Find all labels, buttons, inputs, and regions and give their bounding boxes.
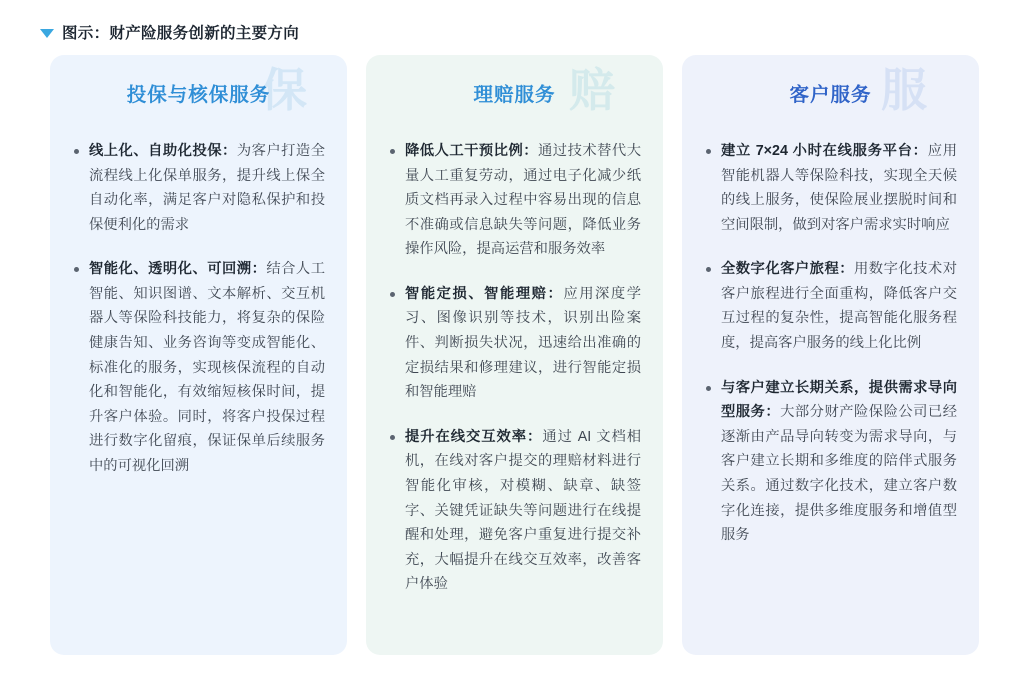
list-item (72, 257, 325, 478)
point-text: 用数字化技术对客户旅程进行全面重构，降低客户交互过程的复杂性，提高智能化服务程度，提高客户服务的线上化比例 (721, 261, 958, 352)
list-item (388, 139, 641, 262)
point-text: 通过 AI 文档相机，在线对客户提交的理赔材料进行智能化审核，对模糊、缺章、缺签字、关键凭证缺失等问题进行在线提醒和处理，避免客户重复进行提交补充，大幅提升在线交互效率，改善客户体验 (405, 428, 642, 593)
card-title: 投保与核保服务 (126, 84, 271, 106)
point-list (388, 139, 641, 597)
card-title-wrap (704, 64, 957, 125)
point-lead: 与客户建立长期关系，提供需求导向型服务： (721, 379, 957, 421)
list-item (704, 257, 957, 355)
point-lead: 智能化、透明化、可回溯： (89, 261, 267, 278)
list-item (704, 139, 957, 237)
list-item (388, 425, 641, 597)
point-text: 通过技术替代大量人工重复劳动，通过电子化减少纸质文档再录入过程中容易出现的信息不准确或信息缺失等问题，降低业务操作风险，提高运营和服务效率 (405, 143, 642, 258)
card-title-wrap (72, 64, 325, 125)
list-item (704, 376, 957, 548)
point-text: 大部分财产险保险公司已经逐渐由产品导向转变为需求导向，与客户建立长期和多维度的陪伴式服务关系。通过数字化技术，建立客户数字化连接，提供多维度服务和增值型服务 (721, 404, 958, 544)
card-title: 客户服务 (789, 84, 872, 106)
list-item (72, 139, 325, 237)
point-list (704, 139, 957, 548)
diagram-header (0, 0, 1024, 46)
triangle-down-icon (40, 29, 54, 38)
point-lead: 降低人工干预比例： (405, 143, 539, 159)
card-customer-service (682, 55, 979, 655)
columns-container (50, 55, 980, 655)
watermark-glyph: 赔 (569, 64, 615, 116)
point-lead: 线上化、自助化投保： (89, 143, 237, 159)
list-item (388, 282, 641, 405)
point-text: 应用深度学习、图像识别等技术，识别出险案件、判断损失状况，迅速给出准确的定损结果和修理建议，进行智能定损和智能理赔 (405, 285, 641, 401)
watermark-glyph: 服 (881, 64, 927, 116)
point-list (72, 139, 325, 479)
point-text: 结合人工智能、知识图谱、文本解析、交互机器人等保险科技能力，将复杂的保险健康告知、业务咨询等变成智能化、标准化的服务，实现核保流程的自动化和智能化，有效缩短核保时间，提升客户体验。同时，将客户投保过程进行数字化留痕，保证保单后续服务中的可视化回溯 (89, 261, 326, 474)
point-text: 为客户打造全流程线上化保单服务，提升线上保全自动化率，满足客户对隐私保护和投保便利化的需求 (89, 143, 326, 233)
point-lead: 提升在线交互效率： (405, 428, 543, 445)
page-title: 图示：财产险服务创新的主要方向 (62, 25, 300, 42)
point-lead: 智能定损、智能理赔： (405, 285, 564, 302)
card-underwriting (50, 55, 347, 655)
point-text: 应用智能机器人等保险科技，实现全天候的线上服务，使保险展业摆脱时间和空间限制，做到对客户需求实时响应 (721, 143, 957, 233)
point-lead: 建立 7×24 小时在线服务平台： (721, 143, 928, 159)
card-claims (366, 55, 663, 655)
card-title: 理赔服务 (473, 84, 556, 106)
watermark-glyph: 保 (261, 64, 307, 116)
card-title-wrap (388, 64, 641, 125)
point-lead: 全数字化客户旅程： (721, 261, 855, 278)
